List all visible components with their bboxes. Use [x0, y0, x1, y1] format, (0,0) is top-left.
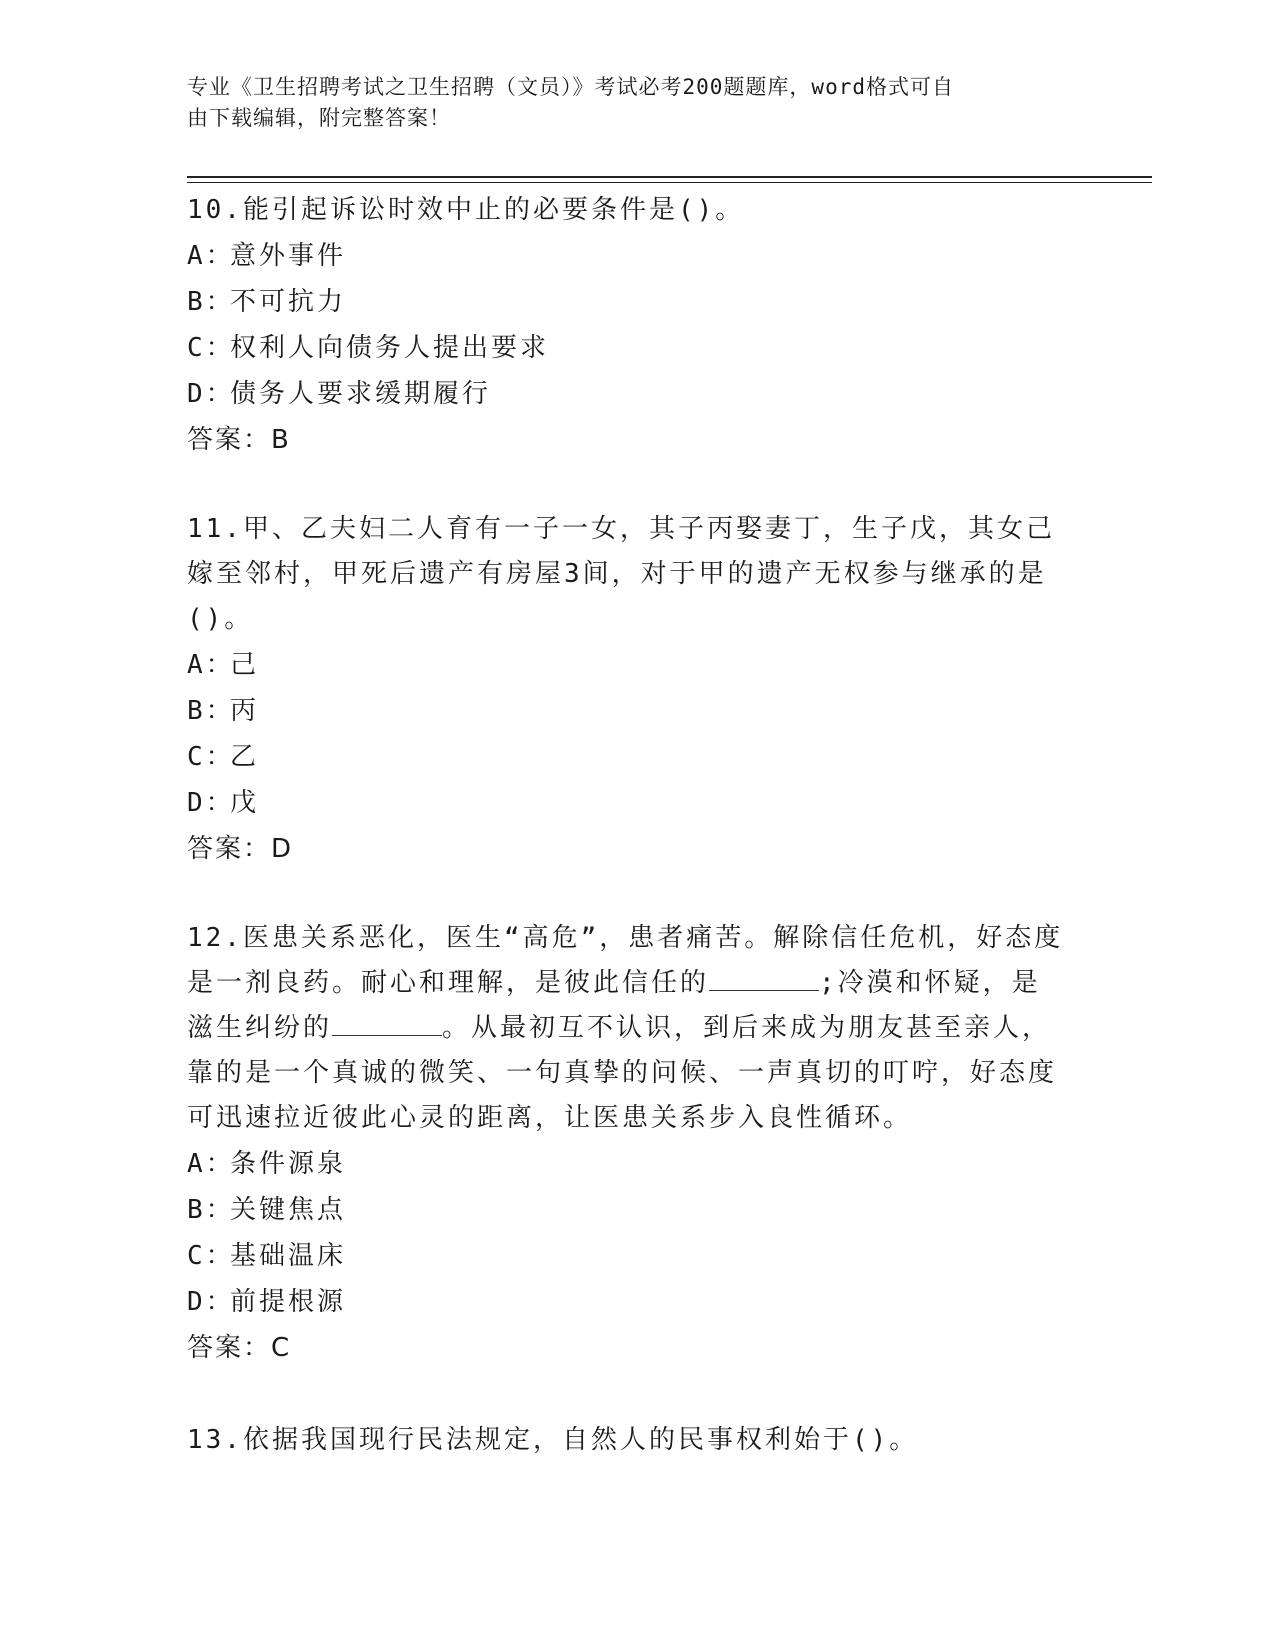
option-c	[187, 325, 1067, 371]
question-10	[187, 188, 1067, 463]
question-stem	[187, 507, 1067, 642]
option-letter: D：	[187, 1287, 235, 1317]
option-text: 意外事件	[230, 241, 347, 271]
option-letter: D：	[187, 788, 235, 818]
header-line-1: 专业《卫生招聘考试之卫生招聘（文员）》考试必考200题题库，word格式可自	[187, 75, 954, 99]
question-text-part-3: 。从最初互不认识，到后来成为朋友甚至亲人，靠的是一个真诚的微笑、一句真挚的问候、一声真切的叮咛，好态度可迅速拉近彼此心灵的距离，让医患关系步入良性循环。	[187, 1013, 1058, 1133]
option-a	[187, 642, 1067, 688]
option-letter: D：	[187, 379, 235, 409]
option-text: 丙	[230, 696, 260, 726]
answer-line: 答案：C	[187, 1333, 292, 1363]
option-d	[187, 371, 1067, 417]
question-number: 13.	[187, 1425, 243, 1455]
question-11	[187, 507, 1067, 872]
question-number: 12.	[187, 923, 243, 953]
option-letter: B：	[187, 696, 235, 726]
option-text: 条件源泉	[230, 1149, 347, 1179]
option-letter: B：	[187, 287, 235, 317]
question-13	[187, 1418, 1067, 1463]
option-c	[187, 1233, 1067, 1279]
option-b	[187, 1187, 1067, 1233]
header-divider-thick	[187, 176, 1152, 178]
option-b	[187, 279, 1067, 325]
option-text: 戊	[230, 788, 260, 818]
option-d	[187, 780, 1067, 826]
question-text-part-1: 医患关系恶化，医生“高危”，患者痛苦。解除信任危机，好态度是一剂良药。耐心和理解，是彼此信任的	[187, 923, 1064, 998]
fill-in-blank	[332, 1015, 442, 1036]
question-12	[187, 916, 1067, 1371]
option-a	[187, 1141, 1067, 1187]
question-number: 10.	[187, 195, 243, 225]
option-text: 关键焦点	[230, 1195, 347, 1225]
option-a	[187, 233, 1067, 279]
option-text: 债务人要求缓期履行	[230, 379, 492, 409]
document-header	[187, 72, 1067, 134]
option-letter: C：	[187, 742, 235, 772]
question-stem	[187, 188, 1067, 233]
header-divider-thin	[187, 182, 1152, 183]
question-number: 11.	[187, 514, 243, 544]
option-text: 不可抗力	[230, 287, 347, 317]
question-text-part-2: ;冷漠和怀疑，是滋生纠纷的	[187, 968, 1041, 1043]
question-stem	[187, 1418, 1067, 1463]
option-letter: A：	[187, 1149, 235, 1179]
option-b	[187, 688, 1067, 734]
option-letter: A：	[187, 241, 235, 271]
option-text: 前提根源	[230, 1287, 347, 1317]
option-text: 己	[230, 650, 260, 680]
question-text: 甲、乙夫妇二人育有一子一女，其子丙娶妻丁，生子戊，其女己嫁至邻村，甲死后遗产有房屋3间，对于甲的遗产无权参与继承的是()。	[187, 514, 1055, 634]
option-letter: C：	[187, 1241, 235, 1271]
option-letter: B：	[187, 1195, 235, 1225]
answer-line: 答案：B	[187, 425, 291, 455]
fill-in-blank	[709, 970, 819, 991]
option-d	[187, 1279, 1067, 1325]
option-text: 权利人向债务人提出要求	[230, 333, 550, 363]
option-text: 乙	[230, 742, 260, 772]
option-c	[187, 734, 1067, 780]
option-text: 基础温床	[230, 1241, 347, 1271]
answer-line: 答案：D	[187, 834, 294, 864]
question-text: 能引起诉讼时效中止的必要条件是()。	[242, 195, 745, 225]
header-line-2: 由下载编辑，附完整答案！	[187, 106, 451, 130]
option-letter: A：	[187, 650, 235, 680]
question-stem	[187, 916, 1067, 1141]
option-letter: C：	[187, 333, 235, 363]
question-text: 依据我国现行民法规定，自然人的民事权利始于()。	[242, 1425, 919, 1455]
